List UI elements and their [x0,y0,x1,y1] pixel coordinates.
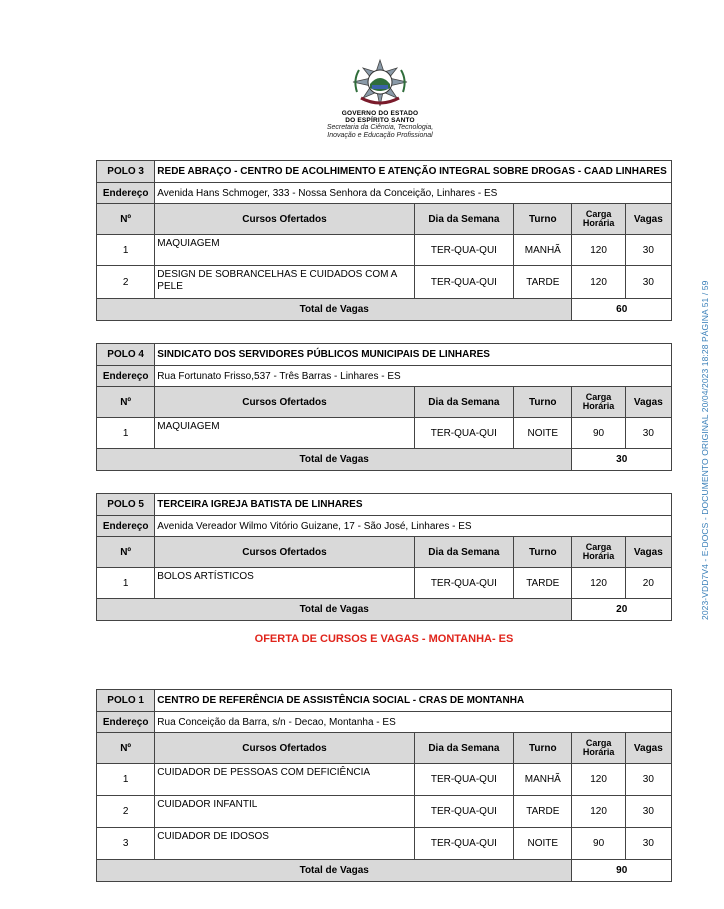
col-header-number: Nº [97,537,155,568]
col-header-number: Nº [97,204,155,235]
workload: 90 [572,418,625,449]
row-number: 1 [97,235,155,266]
row-number: 3 [97,828,155,860]
col-header-shift: Turno [514,204,572,235]
weekday: TER-QUA-QUI [414,418,514,449]
government-name-line-1: GOVERNO DO ESTADO [341,110,419,117]
address-label: Endereço [97,516,155,537]
shift: MANHÃ [514,764,572,796]
total-value: 30 [572,449,672,471]
table-row [97,764,672,796]
row-number: 2 [97,266,155,299]
col-header-shift: Turno [514,733,572,764]
course-name: BOLOS ARTÍSTICOS [155,568,414,599]
course-name: MAQUIAGEM [155,418,414,449]
weekday: TER-QUA-QUI [414,235,514,266]
shift: TARDE [514,796,572,828]
address-label: Endereço [97,712,155,733]
polo-address: Rua Conceição da Barra, s/n - Decao, Montanha - ES [155,712,672,733]
table-row [97,828,672,860]
total-value: 90 [572,860,672,882]
seats: 30 [625,828,671,860]
address-label: Endereço [97,366,155,387]
course-name: DESIGN DE SOBRANCELHAS E CUIDADOS COM A PELE [155,266,414,299]
total-label: Total de Vagas [97,860,572,882]
col-header-number: Nº [97,733,155,764]
polo-name: SINDICATO DOS SERVIDORES PÚBLICOS MUNICIPAIS DE LINHARES [155,344,672,366]
col-header-courses: Cursos Ofertados [155,537,414,568]
workload: 120 [572,266,625,299]
table-row [97,266,672,299]
secretariat-line-1: Secretaria da Ciência, Tecnologia, [326,124,434,131]
polo-number: POLO 1 [97,690,155,712]
shift: TARDE [514,568,572,599]
polo-table [96,689,672,882]
total-label: Total de Vagas [97,449,572,471]
secretariat-line-2: Inovação e Educação Profissional [327,132,433,139]
col-header-weekday: Dia da Semana [414,204,514,235]
polo-number: POLO 4 [97,344,155,366]
workload: 120 [572,235,625,266]
course-name: CUIDADOR DE PESSOAS COM DEFICIÊNCIA [155,764,414,796]
workload: 120 [572,568,625,599]
seats: 30 [625,418,671,449]
polo-table [96,160,672,321]
polo-address: Rua Fortunato Frisso,537 - Três Barras - Linhares - ES [155,366,672,387]
col-header-number: Nº [97,387,155,418]
total-value: 20 [572,599,672,621]
weekday: TER-QUA-QUI [414,796,514,828]
table-row [97,796,672,828]
col-header-weekday: Dia da Semana [414,387,514,418]
row-number: 1 [97,568,155,599]
weekday: TER-QUA-QUI [414,764,514,796]
polo-name: TERCEIRA IGREJA BATISTA DE LINHARES [155,494,672,516]
seats: 30 [625,235,671,266]
weekday: TER-QUA-QUI [414,568,514,599]
shift: MANHÃ [514,235,572,266]
weekday: TER-QUA-QUI [414,828,514,860]
row-number: 1 [97,764,155,796]
col-header-seats: Vagas [625,387,671,418]
table-row [97,235,672,266]
col-header-courses: Cursos Ofertados [155,387,414,418]
col-header-seats: Vagas [625,537,671,568]
seats: 30 [625,796,671,828]
government-name-line-2: DO ESPÍRITO SANTO [345,117,415,124]
polo-name: REDE ABRAÇO - CENTRO DE ACOLHIMENTO E ATENÇÃO INTEGRAL SOBRE DROGAS - CAAD LINHARES [155,161,672,183]
col-header-workload: Carga Horária [572,733,625,764]
row-number: 2 [97,796,155,828]
shift: TARDE [514,266,572,299]
col-header-shift: Turno [514,537,572,568]
seats: 20 [625,568,671,599]
course-name: MAQUIAGEM [155,235,414,266]
col-header-shift: Turno [514,387,572,418]
polo-table [96,493,672,621]
shift: NOITE [514,418,572,449]
table-row [97,568,672,599]
workload: 90 [572,828,625,860]
polo-number: POLO 5 [97,494,155,516]
col-header-workload: Carga Horária [572,537,625,568]
workload: 120 [572,796,625,828]
polo-name: CENTRO DE REFERÊNCIA DE ASSISTÊNCIA SOCIAL - CRAS DE MONTANHA [155,690,672,712]
address-label: Endereço [97,183,155,204]
table-row [97,418,672,449]
shift: NOITE [514,828,572,860]
course-name: CUIDADOR INFANTIL [155,796,414,828]
seats: 30 [625,764,671,796]
col-header-seats: Vagas [625,733,671,764]
polo-address: Avenida Hans Schmoger, 333 - Nossa Senhora da Conceição, Linhares - ES [155,183,672,204]
document-header [300,58,460,140]
course-name: CUIDADOR DE IDOSOS [155,828,414,860]
seats: 30 [625,266,671,299]
col-header-weekday: Dia da Semana [414,733,514,764]
col-header-weekday: Dia da Semana [414,537,514,568]
total-label: Total de Vagas [97,599,572,621]
document-authentication-stamp: 2023-VDD7V4 - E-DOCS - DOCUMENTO ORIGINAL 20/04/2023 18:28 PÁGINA 51 / 59 [700,280,710,620]
col-header-courses: Cursos Ofertados [155,204,414,235]
col-header-workload: Carga Horária [572,387,625,418]
weekday: TER-QUA-QUI [414,266,514,299]
total-label: Total de Vagas [97,299,572,321]
state-coat-of-arms-icon [349,58,411,110]
col-header-workload: Carga Horária [572,204,625,235]
total-value: 60 [572,299,672,321]
col-header-courses: Cursos Ofertados [155,733,414,764]
workload: 120 [572,764,625,796]
col-header-seats: Vagas [625,204,671,235]
section-title: OFERTA DE CURSOS E VAGAS - MONTANHA- ES [254,633,514,645]
polo-number: POLO 3 [97,161,155,183]
polo-address: Avenida Vereador Wilmo Vitório Guizane, 17 - São José, Linhares - ES [155,516,672,537]
polo-table [96,343,672,471]
row-number: 1 [97,418,155,449]
